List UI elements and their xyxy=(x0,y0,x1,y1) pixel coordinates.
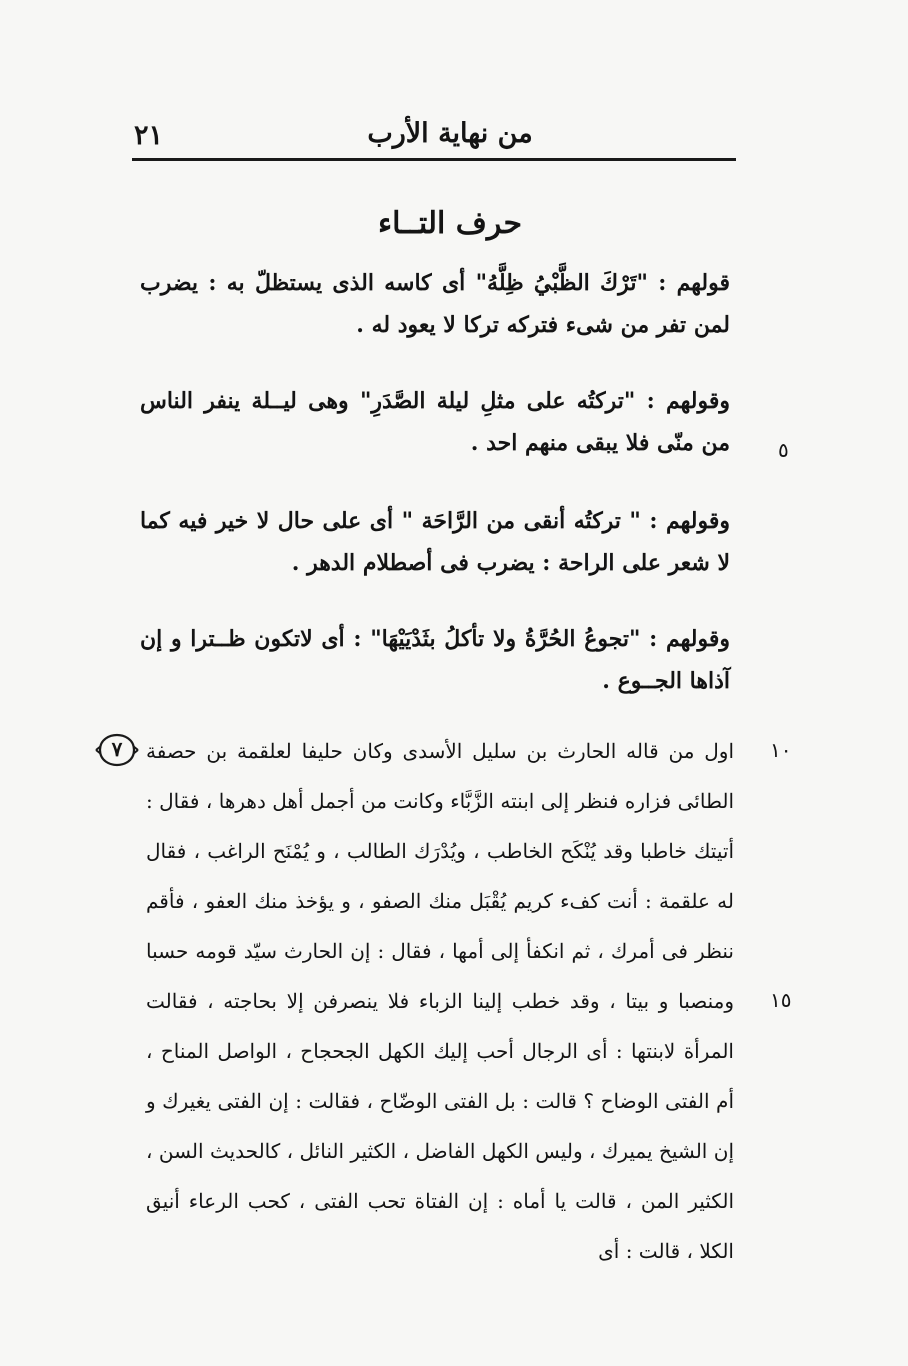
proverb-paragraph-1: قولهم : "تَرْكَ الظَّبْيُ ظِلَّهُ" أى كاسه الذى يستظلّ به : يضرب لمن تفر من شىء فتركه تركا لا يعود له . xyxy=(140,270,730,338)
running-header-title: من نهاية الأرب xyxy=(367,118,533,149)
proverb-paragraph-3: وقولهم : " تركتُه أنقى من الرَّاحَة " أى على حال لا خير فيه كما لا شعر على الراحة : يضرب فى أصطلام الدهر . xyxy=(140,508,730,576)
story-paragraph: اول من قاله الحارث بن سليل الأسدى وكان حليفا لعلقمة بن حصفة الطائى فزاره فنظر إلى ابنته الزَّبَّاء وكانت من أجمل أهل دهرها ، فقال : أتيتك خاطبا وقد يُنْكَح الخاطب ، ويُدْرَك الطالب ، و يُمْنَح الراغب ، فقال له علقمة : أنت كفء كريم يُقْبَل منك الصفو ، و يؤخذ منك العفو ، فأقم ننظر فى أمرك ، ثم انكفأ إلى أمها ، فقال : إن الحارث سيّد قومه حسبا ومنصبا و بيتا ، وقد خطب إلينا الزباء فلا ينصرفن إلا بحاجته ، فقالت المرأة لابنتها : أى الرجال أحب إليك الكهل الجحجاح ، الواصل المناح ، أم الفتى الوضاح ؟ قالت : بل الفتى الوضّاح ، فقالت : إن الفتى يغيرك و إن الشيخ يميرك ، وليس الكهل الفاضل ، الكثير النائل ، كالحديث السن ، الكثير المن ، قالت يا أماه : إن الفتاة تحب الفتى ، كحب الرعاء أنيق الكلا ، قالت : أى xyxy=(146,739,734,1263)
proverb-paragraph-2: وقولهم : "تركتُه على مثلِ ليلة الصَّدَرِ" وهى ليــلة ينفر الناس من منّى فلا يبقى منهم احد . xyxy=(140,388,730,456)
proverb-paragraph-4: وقولهم : "تجوعُ الحُرَّةُ ولا تأكلُ بثَدْيَيْهَا" : أى لاتكون ظــترا و إن آذاها الجــوع . xyxy=(140,626,730,694)
header-rule xyxy=(132,158,736,161)
line-number-10: ١٠ xyxy=(770,738,792,762)
page-number: ٢١ xyxy=(134,120,164,151)
line-number-5: ٥ xyxy=(778,438,789,462)
section-title: حرف التــاء xyxy=(378,206,522,241)
footnote-badge-number: ٧ xyxy=(111,737,123,761)
line-number-15: ١٥ xyxy=(770,988,792,1012)
